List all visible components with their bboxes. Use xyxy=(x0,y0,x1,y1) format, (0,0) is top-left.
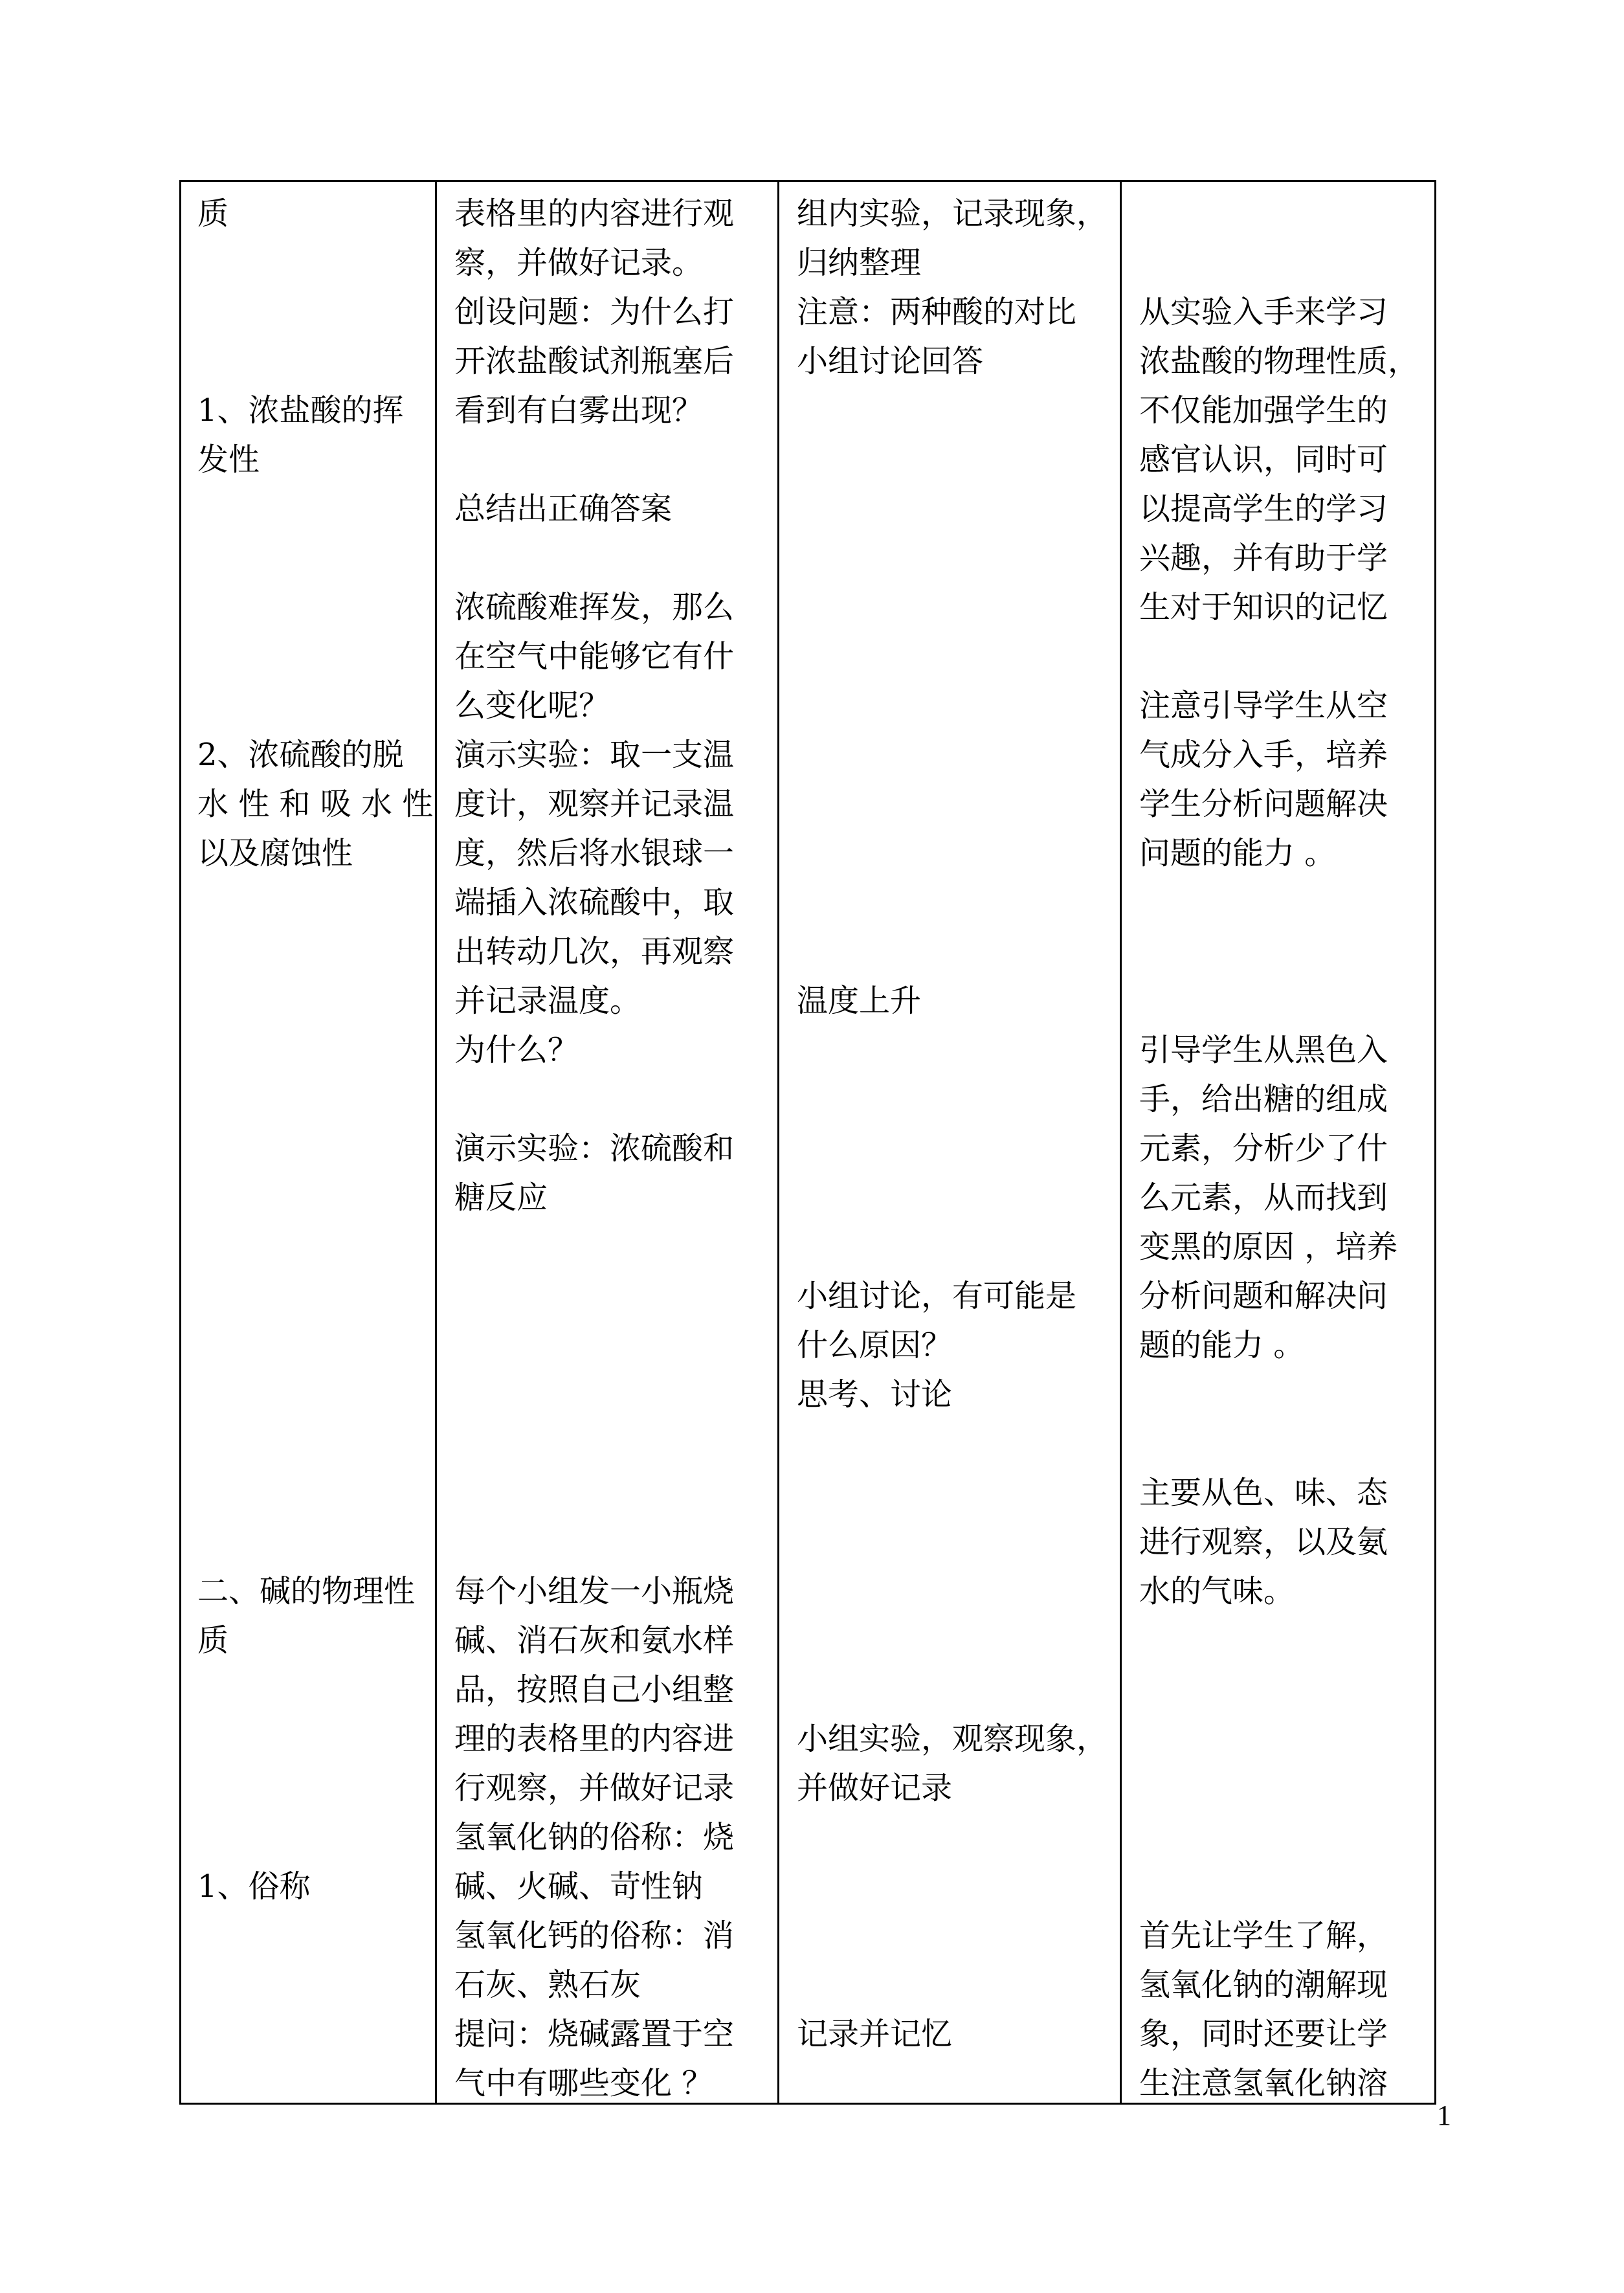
cell-text-line: 氢氧化钙的俗称：消 xyxy=(454,1918,735,1954)
cell-text-line: 学生分析问题解决 xyxy=(1139,786,1388,822)
cell-text-line: 气中有哪些变化 ？ xyxy=(454,2065,713,2101)
cell-text-line: 理的表格里的内容进 xyxy=(454,1721,735,1757)
cell-text-line: 出转动几次，再观察 xyxy=(454,934,735,970)
page-number: 1 xyxy=(1437,2099,1451,2131)
cell-text-line: 水 性 和 吸 水 性 xyxy=(197,786,434,822)
cell-text-line: 组内实验，记录现象， xyxy=(797,196,1108,232)
cell-text-line: 温度上升 xyxy=(797,983,922,1019)
cell-text-line: 主要从色、味、态 xyxy=(1139,1475,1388,1511)
column-divider-1 xyxy=(435,180,437,2104)
cell-text-line: 度计，观察并记录温 xyxy=(454,786,735,822)
cell-text-line: 总结出正确答案 xyxy=(454,491,673,527)
cell-text-line: 记录并记忆 xyxy=(797,2016,953,2052)
cell-text-line: 小组实验，观察现象， xyxy=(797,1721,1108,1757)
cell-text-line: 看到有白雾出现？ xyxy=(454,392,704,429)
table-left-border xyxy=(179,180,181,2104)
cell-text-line: 品，按照自己小组整 xyxy=(454,1672,735,1708)
cell-text-line: 浓盐酸的物理性质， xyxy=(1139,343,1419,379)
cell-text-line: 演示实验：浓硫酸和 xyxy=(454,1130,735,1167)
cell-text-line: 度，然后将水银球一 xyxy=(454,835,735,871)
cell-text-line: 2、浓硫酸的脱 xyxy=(197,737,404,773)
cell-text-line: 兴趣，并有助于学 xyxy=(1139,540,1388,576)
cell-text-line: 进行观察，以及氨 xyxy=(1139,1524,1388,1560)
cell-text-line: 生对于知识的记忆 xyxy=(1139,589,1388,625)
cell-text-line: 为什么？ xyxy=(454,1032,579,1068)
cell-text-line: 质 xyxy=(197,196,229,232)
cell-text-line: 察，并做好记录。 xyxy=(454,245,704,281)
cell-text-line: 题的能力 。 xyxy=(1139,1327,1305,1363)
cell-text-line: 象，同时还要让学 xyxy=(1139,2016,1388,2052)
cell-text-line: 手，给出糖的组成 xyxy=(1139,1081,1388,1117)
cell-text-line: 每个小组发一小瓶烧 xyxy=(454,1573,735,1609)
cell-text-line: 元素，分析少了什 xyxy=(1139,1130,1388,1167)
cell-text-line: 演示实验：取一支温 xyxy=(454,737,735,773)
cell-text-line: 表格里的内容进行观 xyxy=(454,196,735,232)
cell-text-line: 生注意氢氧化钠溶 xyxy=(1139,2065,1388,2101)
cell-text-line: 思考、讨论 xyxy=(797,1376,953,1413)
table-right-border xyxy=(1434,180,1436,2104)
cell-text-line: 质 xyxy=(197,1622,229,1659)
cell-text-line: 归纳整理 xyxy=(797,245,922,281)
cell-text-line: 发性 xyxy=(197,442,260,478)
cell-text-line: 变黑的原因 ，培养 xyxy=(1139,1229,1398,1265)
cell-text-line: 端插入浓硫酸中，取 xyxy=(454,884,735,921)
cell-text-line: 注意引导学生从空 xyxy=(1139,688,1388,724)
cell-text-line: 提问：烧碱露置于空 xyxy=(454,2016,735,2052)
column-divider-2 xyxy=(777,180,779,2104)
cell-text-line: 行观察，并做好记录 xyxy=(454,1770,735,1806)
cell-text-line: 什么原因？ xyxy=(797,1327,953,1363)
cell-text-line: 感官认识，同时可 xyxy=(1139,442,1388,478)
cell-text-line: 并做好记录 xyxy=(797,1770,953,1806)
cell-text-line: 注意：两种酸的对比 xyxy=(797,294,1077,330)
column-divider-3 xyxy=(1120,180,1122,2104)
cell-text-line: 二、碱的物理性 xyxy=(197,1573,416,1609)
cell-text-line: 水的气味。 xyxy=(1139,1573,1295,1609)
cell-text-line: 小组讨论，有可能是 xyxy=(797,1278,1077,1314)
cell-text-line: 石灰、熟石灰 xyxy=(454,1967,641,2003)
cell-text-line: 碱、消石灰和氨水样 xyxy=(454,1622,735,1659)
cell-text-line: 分析问题和解决问 xyxy=(1139,1278,1388,1314)
table-cell-content xyxy=(197,180,432,2104)
cell-text-line: 1、浓盐酸的挥 xyxy=(197,392,404,429)
cell-text-line: 浓硫酸难挥发，那么 xyxy=(454,589,735,625)
cell-text-line: 糖反应 xyxy=(454,1180,548,1216)
cell-text-line: 碱、火碱、苛性钠 xyxy=(454,1868,704,1905)
cell-text-line: 首先让学生了解， xyxy=(1139,1918,1388,1954)
cell-text-line: 开浓盐酸试剂瓶塞后 xyxy=(454,343,735,379)
table-cell-teacher-activity xyxy=(454,180,775,2104)
cell-text-line: 气成分入手，培养 xyxy=(1139,737,1388,773)
cell-text-line: 氢氧化钠的潮解现 xyxy=(1139,1967,1388,2003)
cell-text-line: 1、俗称 xyxy=(197,1868,311,1905)
cell-text-line: 引导学生从黑色入 xyxy=(1139,1032,1388,1068)
cell-text-line: 氢氧化钠的俗称：烧 xyxy=(454,1819,735,1855)
table-cell-student-activity xyxy=(797,180,1117,2104)
cell-text-line: 么变化呢？ xyxy=(454,688,610,724)
cell-text-line: 问题的能力 。 xyxy=(1139,835,1336,871)
cell-text-line: 么元素，从而找到 xyxy=(1139,1180,1388,1216)
cell-text-line: 以及腐蚀性 xyxy=(197,835,353,871)
cell-text-line: 从实验入手来学习 xyxy=(1139,294,1388,330)
table-cell-design-intent xyxy=(1139,180,1432,2104)
cell-text-line: 小组讨论回答 xyxy=(797,343,984,379)
cell-text-line: 不仅能加强学生的 xyxy=(1139,392,1388,429)
cell-text-line: 创设问题：为什么打 xyxy=(454,294,735,330)
cell-text-line: 并记录温度。 xyxy=(454,983,641,1019)
cell-text-line: 在空气中能够它有什 xyxy=(454,638,735,675)
cell-text-line: 以提高学生的学习 xyxy=(1139,491,1388,527)
